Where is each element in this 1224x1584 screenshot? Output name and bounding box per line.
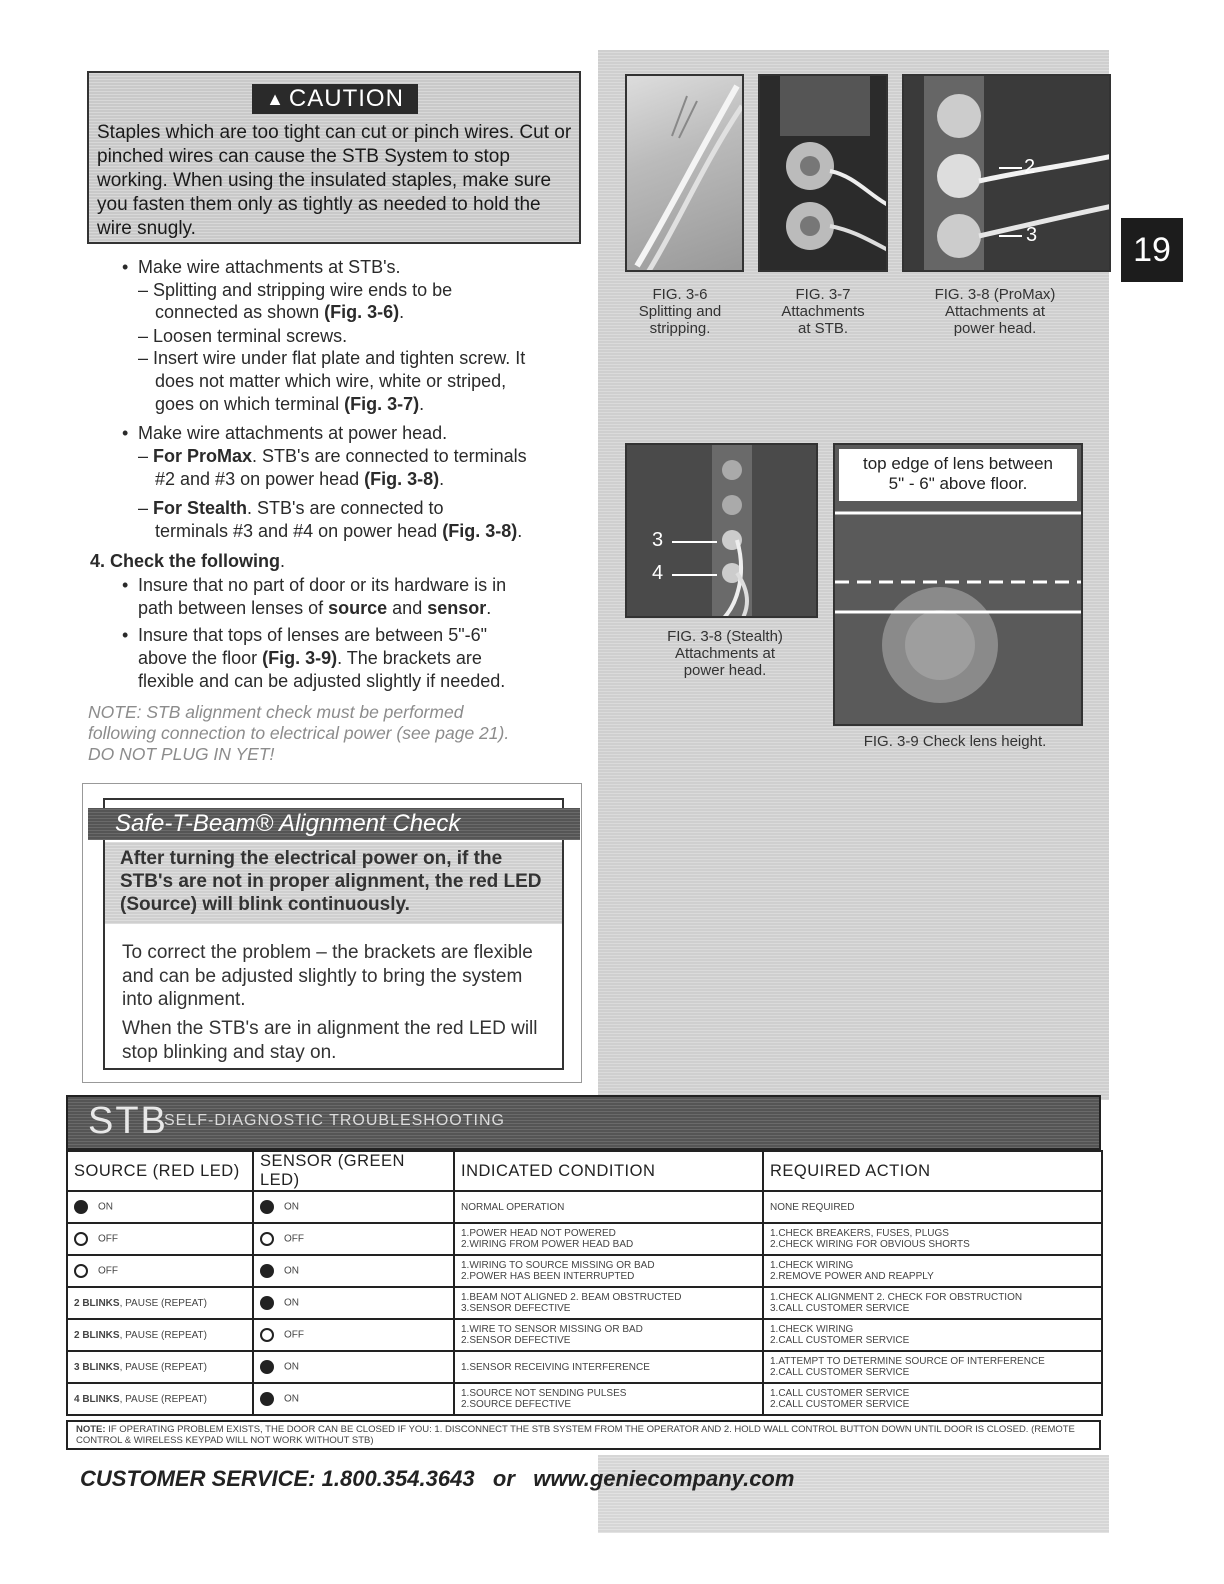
led-on-icon xyxy=(260,1200,274,1214)
led-on-icon xyxy=(260,1360,274,1374)
fig-3-6-caption: FIG. 3-6 Splitting and stripping. xyxy=(638,286,722,337)
text: above the floor xyxy=(138,648,263,668)
troubleshooting-table xyxy=(66,1150,1103,1416)
column-header: SENSOR (GREEN LED) xyxy=(253,1151,454,1191)
stb-terminal-illustration xyxy=(760,76,888,272)
text: connected as shown xyxy=(155,302,325,322)
dash-text: – Splitting and stripping wire ends to be xyxy=(138,280,453,300)
bullet-stb-attachments xyxy=(122,257,401,279)
column-header: SOURCE (RED LED) xyxy=(67,1151,253,1191)
text: path between lenses of xyxy=(138,598,329,618)
blink-suffix: , PAUSE (REPEAT) xyxy=(119,1361,207,1373)
model-name: For ProMax xyxy=(153,446,253,466)
figure-ref: (Fig. 3-8) xyxy=(442,521,518,541)
fig-3-8-promax-photo xyxy=(902,74,1111,272)
fig-3-7-photo xyxy=(758,74,888,272)
text: – xyxy=(138,446,154,466)
source-cell xyxy=(67,1223,253,1255)
dash-item xyxy=(138,498,444,520)
table-row xyxy=(67,1287,1102,1319)
source-cell xyxy=(67,1351,253,1383)
bullet-text: Insure that no part of door or its hardware is in xyxy=(138,575,507,595)
action-cell: NONE REQUIRED xyxy=(763,1191,1102,1223)
power-head-terminal-illustration xyxy=(904,76,1111,272)
dash-item-cont xyxy=(155,521,522,543)
condition-cell: 1.POWER HEAD NOT POWERED 2.WIRING FROM POWER HEAD BAD xyxy=(454,1223,763,1255)
dash-item-cont xyxy=(155,302,404,324)
note-label: NOTE: xyxy=(76,1424,106,1435)
source-cell xyxy=(67,1191,253,1223)
text: . xyxy=(486,598,492,618)
bullet-door-path xyxy=(122,575,507,597)
table-row xyxy=(67,1383,1102,1415)
column-header: INDICATED CONDITION xyxy=(454,1151,763,1191)
bullet-dot: • xyxy=(122,423,129,443)
condition-cell: 1.SENSOR RECEIVING INTERFERENCE xyxy=(454,1351,763,1383)
page-number: 19 xyxy=(1133,230,1171,269)
term: sensor xyxy=(427,598,487,618)
dash-item xyxy=(138,348,525,370)
led-state: ON xyxy=(284,1393,299,1405)
alignment-paragraph: To correct the problem – the brackets are flexible and can be adjusted slightly to bring the system into alignment. xyxy=(122,942,533,1010)
note-text: IF OPERATING PROBLEM EXISTS, THE DOOR CAN BE CLOSED IF YOU: 1. DISCONNECT THE STB SYSTEM FROM THE OPERATOR AND 2. HOLD WALL CONTROL BUTTON DOWN UNTIL DOOR IS CLOSED. (REMOTE CONTROL & WIRELESS KEYPAD WILL NOT WORK WITHOUT STB) xyxy=(76,1424,1075,1446)
led-state: ON xyxy=(284,1361,299,1373)
alignment-title: Safe-T-Beam® Alignment Check xyxy=(115,810,461,837)
dash-item xyxy=(138,446,527,468)
action-cell: 1.CHECK WIRING 2.REMOVE POWER AND REAPPLY xyxy=(763,1255,1102,1287)
condition-cell: NORMAL OPERATION xyxy=(454,1191,763,1223)
sensor-cell xyxy=(253,1255,454,1287)
text: . STB's are connected to terminals xyxy=(252,446,527,466)
led-state: ON xyxy=(284,1201,299,1213)
text: . xyxy=(280,551,286,571)
dash-text: – Insert wire under flat plate and tighten screw. It xyxy=(138,348,526,368)
text: . xyxy=(399,302,405,322)
dash-item-cont xyxy=(155,469,444,491)
bullet-dot: • xyxy=(122,257,129,277)
led-on-icon xyxy=(260,1296,274,1310)
terminal-2-label: 2 xyxy=(1024,156,1036,178)
dash-item xyxy=(138,326,347,348)
terminal-4-label: 4 xyxy=(652,562,664,584)
blink-suffix: , PAUSE (REPEAT) xyxy=(119,1297,207,1309)
text: goes on which terminal xyxy=(155,394,345,414)
customer-service-line: CUSTOMER SERVICE: 1.800.354.3643 or www.geniecompany.com xyxy=(80,1466,795,1491)
text: #2 and #3 on power head xyxy=(155,469,365,489)
bullet-dot: • xyxy=(122,575,129,595)
blink-suffix: , PAUSE (REPEAT) xyxy=(119,1393,207,1405)
model-name: For Stealth xyxy=(153,498,248,518)
action-cell: 1.CHECK WIRING 2.CALL CUSTOMER SERVICE xyxy=(763,1319,1102,1351)
table-row xyxy=(67,1319,1102,1351)
fig-3-7-caption: FIG. 3-7 Attachments at STB. xyxy=(781,286,865,337)
caution-label: CAUTION xyxy=(288,85,404,112)
caution-text: Staples which are too tight can cut or pinch wires. Cut or pinched wires can cause the STB System to stop working. When using the insulated staples, make sure you fasten them only as tightly as needed to hold the wire snugly. xyxy=(97,122,572,239)
action-cell: 1.ATTEMPT TO DETERMINE SOURCE OF INTERFERENCE 2.CALL CUSTOMER SERVICE xyxy=(763,1351,1102,1383)
condition-cell: 1.WIRE TO SENSOR MISSING OR BAD 2.SENSOR DEFECTIVE xyxy=(454,1319,763,1351)
led-on-icon xyxy=(260,1264,274,1278)
terminal-3-label: 3 xyxy=(1026,224,1038,246)
dash-item-cont xyxy=(155,371,506,393)
blink-pattern xyxy=(74,1362,207,1373)
fig-3-9-caption: FIG. 3-9 Check lens height. xyxy=(863,733,1047,750)
led-on-icon xyxy=(260,1392,274,1406)
text: terminals #3 and #4 on power head xyxy=(155,521,443,541)
troubleshooting-title-stb: STB xyxy=(88,1100,168,1142)
dash-text: – Loosen terminal screws. xyxy=(138,326,348,346)
action-cell: 1.CHECK ALIGNMENT 2. CHECK FOR OBSTRUCTION 3.CALL CUSTOMER SERVICE xyxy=(763,1287,1102,1319)
sensor-cell xyxy=(253,1287,454,1319)
text: and xyxy=(387,598,428,618)
blink-pattern xyxy=(74,1394,207,1405)
bullet-text: Insure that tops of lenses are between 5"-6" xyxy=(138,625,487,645)
condition-cell: 1.WIRING TO SOURCE MISSING OR BAD 2.POWER HAS BEEN INTERRUPTED xyxy=(454,1255,763,1287)
column-header: REQUIRED ACTION xyxy=(763,1151,1102,1191)
led-state: ON xyxy=(284,1297,299,1309)
text: . The brackets are xyxy=(337,648,482,668)
dash-item xyxy=(138,280,452,302)
fig-3-8-stealth-photo xyxy=(625,443,818,618)
bullet-lens-height xyxy=(122,625,487,647)
led-off-icon xyxy=(74,1232,88,1246)
condition-cell: 1.SOURCE NOT SENDING PULSES 2.SOURCE DEFECTIVE xyxy=(454,1383,763,1415)
led-off-icon xyxy=(74,1264,88,1278)
instructions xyxy=(0,0,600,700)
bullet-text: Make wire attachments at power head. xyxy=(138,423,448,443)
table-row xyxy=(67,1351,1102,1383)
bullet-text: Make wire attachments at STB's. xyxy=(138,257,401,277)
text: does not matter which wire, white or striped, xyxy=(155,371,507,391)
led-state: ON xyxy=(284,1265,299,1277)
led-off-icon xyxy=(260,1328,274,1342)
blink-count: 3 BLINKS xyxy=(74,1361,120,1373)
led-off-icon xyxy=(260,1232,274,1246)
sensor-cell xyxy=(253,1351,454,1383)
figure-ref: (Fig. 3-7) xyxy=(344,394,420,414)
led-state: ON xyxy=(98,1201,113,1213)
fig-3-9-photo xyxy=(833,443,1083,726)
note-line: following connection to electrical power (see page 21). xyxy=(88,723,510,743)
blink-pattern xyxy=(74,1330,207,1341)
alignment-paragraph: When the STB's are in alignment the red LED will stop blinking and stay on. xyxy=(122,1018,538,1063)
sensor-cell xyxy=(253,1319,454,1351)
fig-3-8-promax-caption: FIG. 3-8 (ProMax) Attachments at power head. xyxy=(934,286,1056,337)
action-cell: 1.CHECK BREAKERS, FUSES, PLUGS 2.CHECK WIRING FOR OBVIOUS SHORTS xyxy=(763,1223,1102,1255)
figure-ref: (Fig. 3-6) xyxy=(324,302,400,322)
source-cell xyxy=(67,1319,253,1351)
fig-3-6-photo xyxy=(625,74,744,272)
sensor-cell xyxy=(253,1383,454,1415)
source-cell xyxy=(67,1255,253,1287)
alignment-warning-text: After turning the electrical power on, if the STB's are not in proper alignment, the red LED (Source) will blink continuously. xyxy=(120,848,542,915)
figure-ref: (Fig. 3-8) xyxy=(364,469,440,489)
blink-count: 2 BLINKS xyxy=(74,1297,120,1309)
bullet-dot: • xyxy=(122,625,129,645)
terminal-3-label: 3 xyxy=(652,529,664,551)
term: source xyxy=(328,598,388,618)
table-row xyxy=(67,1223,1102,1255)
bullet-cont xyxy=(138,648,482,670)
step-title: 4. Check the following xyxy=(90,551,281,571)
blink-count: 2 BLINKS xyxy=(74,1329,120,1341)
dash-item-cont xyxy=(155,394,424,416)
step-4-heading xyxy=(90,551,285,573)
text: . STB's are connected to xyxy=(247,498,444,518)
action-cell: 1.CALL CUSTOMER SERVICE 2.CALL CUSTOMER SERVICE xyxy=(763,1383,1102,1415)
led-state: OFF xyxy=(98,1265,118,1277)
lens-height-callout: top edge of lens between 5" - 6" above floor. xyxy=(839,449,1077,501)
note-line: DO NOT PLUG IN YET! xyxy=(88,744,275,764)
text: – xyxy=(138,498,154,518)
table-row xyxy=(67,1191,1102,1223)
blink-pattern xyxy=(74,1298,207,1309)
alignment-note xyxy=(88,702,598,765)
table-row xyxy=(67,1255,1102,1287)
text: . xyxy=(439,469,445,489)
blink-suffix: , PAUSE (REPEAT) xyxy=(119,1329,207,1341)
bullet-cont xyxy=(138,598,491,620)
troubleshooting-note xyxy=(66,1420,1101,1450)
fig-3-8-stealth-caption: FIG. 3-8 (Stealth) Attachments at power head. xyxy=(667,628,783,679)
page-number-tab xyxy=(1121,218,1183,282)
text: . xyxy=(419,394,425,414)
warning-triangle-icon: ▲ xyxy=(266,88,285,109)
text: flexible and can be adjusted slightly if needed. xyxy=(138,671,506,691)
bullet-cont xyxy=(138,671,505,693)
led-state: OFF xyxy=(284,1329,304,1341)
blink-count: 4 BLINKS xyxy=(74,1393,120,1405)
figure-ref: (Fig. 3-9) xyxy=(262,648,338,668)
led-state: OFF xyxy=(98,1233,118,1245)
led-on-icon xyxy=(74,1200,88,1214)
troubleshooting-title: SELF-DIAGNOSTIC TROUBLESHOOTING xyxy=(164,1112,505,1129)
condition-cell: 1.BEAM NOT ALIGNED 2. BEAM OBSTRUCTED 3.SENSOR DEFECTIVE xyxy=(454,1287,763,1319)
led-state: OFF xyxy=(284,1233,304,1245)
sensor-cell xyxy=(253,1191,454,1223)
note-line: NOTE: STB alignment check must be performed xyxy=(88,702,464,722)
bullet-power-head xyxy=(122,423,448,445)
table-header-row xyxy=(67,1151,1102,1191)
text: . xyxy=(517,521,523,541)
sensor-cell xyxy=(253,1223,454,1255)
wire-illustration xyxy=(627,76,744,272)
source-cell xyxy=(67,1287,253,1319)
source-cell xyxy=(67,1383,253,1415)
